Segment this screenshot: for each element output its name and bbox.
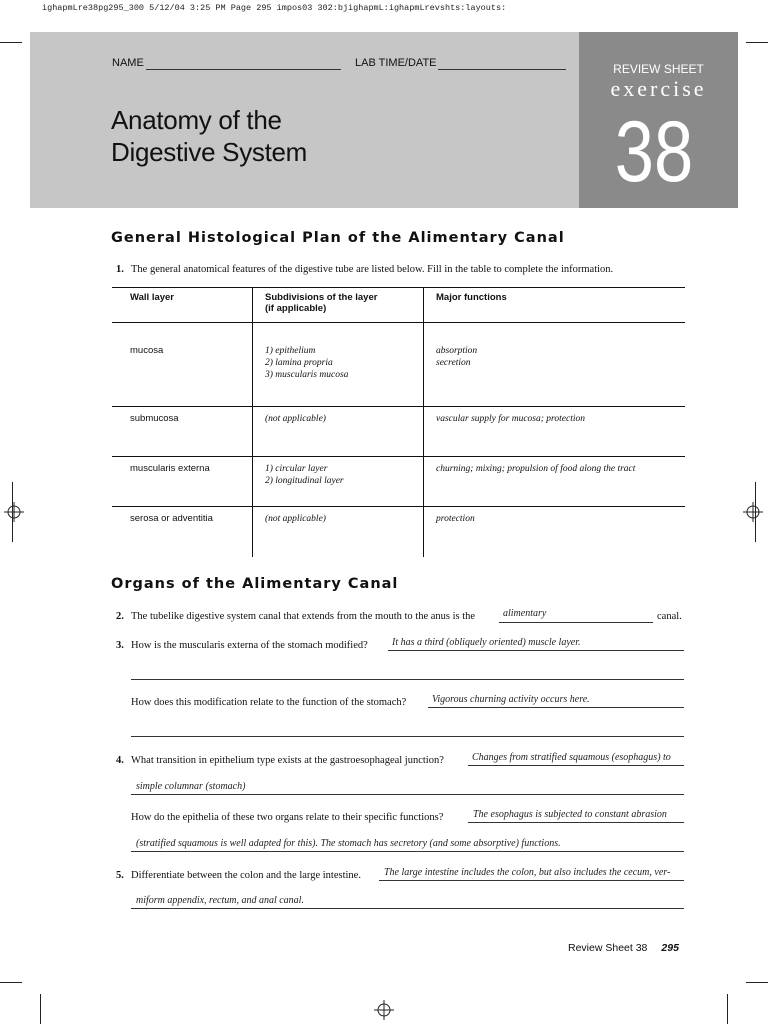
name-label: NAME xyxy=(112,57,144,69)
registration-mark-icon xyxy=(743,502,763,522)
question-number: 5. xyxy=(116,870,124,881)
answer-line: protection xyxy=(436,514,475,524)
col-header-line: (if applicable) xyxy=(265,303,327,314)
subdivisions-cell[interactable] xyxy=(253,457,424,507)
question-2 xyxy=(116,611,475,622)
registration-mark-icon xyxy=(4,502,24,522)
question-5 xyxy=(116,870,361,881)
table-row xyxy=(112,457,685,507)
wall-layer-cell: serosa or adventitia xyxy=(130,513,213,524)
answer-line: 3) muscularis mucosa xyxy=(265,370,349,380)
registration-mark-icon xyxy=(374,1000,394,1020)
crop-mark xyxy=(40,994,41,1024)
answer-field[interactable] xyxy=(131,851,684,852)
name-row xyxy=(112,57,144,69)
col-header-line: Subdivisions of the layer xyxy=(265,292,378,303)
functions-cell[interactable] xyxy=(424,407,686,457)
functions-cell[interactable] xyxy=(424,507,686,557)
answer-text: (stratified squamous is well adapted for this). The stomach has secretory (and some absorptive) functions. xyxy=(136,838,561,849)
answer-text: It has a third (obliquely oriented) muscle layer. xyxy=(392,637,581,648)
answer-text: miform appendix, rectum, and anal canal. xyxy=(136,895,304,906)
crop-mark xyxy=(0,42,22,43)
wall-layer-cell: muscularis externa xyxy=(112,457,253,507)
subdivisions-cell[interactable] xyxy=(253,407,424,457)
answer-field[interactable] xyxy=(468,822,684,823)
histology-table xyxy=(112,287,685,557)
print-slug: ighapmLre38pg295_300 5/12/04 3:25 PM Page 295 impos03 302:bjighapmL:ighapmLrevshts:layouts: xyxy=(42,3,507,13)
wall-layer-cell: mucosa xyxy=(112,323,253,407)
section-heading-organs: Organs of the Alimentary Canal xyxy=(111,576,399,592)
question-3b-text: How does this modification relate to the function of the stomach? xyxy=(131,697,407,708)
answer-line: 2) longitudinal layer xyxy=(265,476,344,486)
answer-line: 1) epithelium xyxy=(265,346,316,356)
question-text: What transition in epithelium type exists at the gastroesophageal junction? xyxy=(131,755,444,766)
answer-line: (not applicable) xyxy=(265,514,326,524)
question-text: The general anatomical features of the digestive tube are listed below. Fill in the table to complete the information. xyxy=(131,264,614,275)
page-footer xyxy=(568,942,679,954)
exercise-number: 38 xyxy=(614,104,694,200)
answer-field[interactable] xyxy=(379,880,684,881)
answer-line: secretion xyxy=(436,358,471,368)
answer-line: churning; mixing; propulsion of food along the tract xyxy=(436,464,636,474)
question-text: How is the muscularis externa of the stomach modified? xyxy=(131,640,368,651)
question-number: 1. xyxy=(116,264,124,275)
col-header-wall-layer: Wall layer xyxy=(112,288,253,323)
question-text: Differentiate between the colon and the large intestine. xyxy=(131,870,361,881)
question-number: 4. xyxy=(116,755,124,766)
section-heading-histology: General Histological Plan of the Alimentary Canal xyxy=(111,230,565,246)
crop-mark xyxy=(746,42,768,43)
answer-line: absorption xyxy=(436,346,478,356)
question-1 xyxy=(116,264,613,275)
crop-mark xyxy=(12,482,13,542)
wall-layer-cell: submucosa xyxy=(112,407,253,457)
crop-mark xyxy=(0,982,22,983)
answer-text: alimentary xyxy=(503,608,547,619)
answer-field[interactable] xyxy=(131,679,684,680)
question-3 xyxy=(116,640,368,651)
exercise-badge xyxy=(579,32,738,208)
table-row xyxy=(112,407,685,457)
answer-text: The large intestine includes the colon, but also includes the cecum, ver- xyxy=(384,867,671,878)
crop-mark xyxy=(746,982,768,983)
answer-field[interactable] xyxy=(131,908,684,909)
answer-text: Vigorous churning activity occurs here. xyxy=(432,694,590,705)
answer-field[interactable] xyxy=(428,707,684,708)
crop-mark xyxy=(727,994,728,1024)
col-header-functions: Major functions xyxy=(424,288,686,323)
answer-line: vascular supply for mucosa; protection xyxy=(436,414,585,424)
answer-field[interactable] xyxy=(131,736,684,737)
page-title xyxy=(111,104,307,168)
answer-line: (not applicable) xyxy=(265,414,326,424)
question-text-end: canal. xyxy=(657,611,682,622)
question-4b-text: How do the epithelia of these two organs relate to their specific functions? xyxy=(131,812,444,823)
table-row xyxy=(112,507,685,557)
page-number: 295 xyxy=(661,942,679,954)
question-number: 3. xyxy=(116,640,124,651)
answer-field[interactable] xyxy=(499,622,653,623)
answer-text: Changes from stratified squamous (esophagus) to xyxy=(472,752,671,763)
review-sheet-label: REVIEW SHEET xyxy=(613,62,704,76)
answer-field[interactable] xyxy=(388,650,684,651)
answer-text: simple columnar (stomach) xyxy=(136,781,246,792)
question-4 xyxy=(116,755,444,766)
answer-line: 2) lamina propria xyxy=(265,358,333,368)
functions-cell[interactable] xyxy=(424,457,686,507)
functions-cell[interactable] xyxy=(424,323,686,407)
answer-field[interactable] xyxy=(131,794,684,795)
answer-line: 1) circular layer xyxy=(265,464,328,474)
answer-field[interactable] xyxy=(468,765,684,766)
name-field[interactable] xyxy=(146,69,341,70)
subdivisions-cell[interactable] xyxy=(253,507,424,557)
exercise-label: exercise xyxy=(610,76,707,101)
lab-time-field[interactable] xyxy=(438,69,566,70)
lab-time-row xyxy=(355,57,437,69)
question-text: The tubelike digestive system canal that extends from the mouth to the anus is the xyxy=(131,611,476,622)
lab-time-label: LAB TIME/DATE xyxy=(355,57,437,69)
title-line-2: Digestive System xyxy=(111,137,308,167)
answer-text: The esophagus is subjected to constant abrasion xyxy=(473,809,667,820)
subdivisions-cell[interactable] xyxy=(253,323,424,407)
col-header-subdivisions xyxy=(253,288,424,323)
question-number: 2. xyxy=(116,611,124,622)
crop-mark xyxy=(755,482,756,542)
table-row xyxy=(112,323,685,407)
title-line-1: Anatomy of the xyxy=(111,105,282,135)
footer-label: Review Sheet 38 xyxy=(568,942,648,954)
